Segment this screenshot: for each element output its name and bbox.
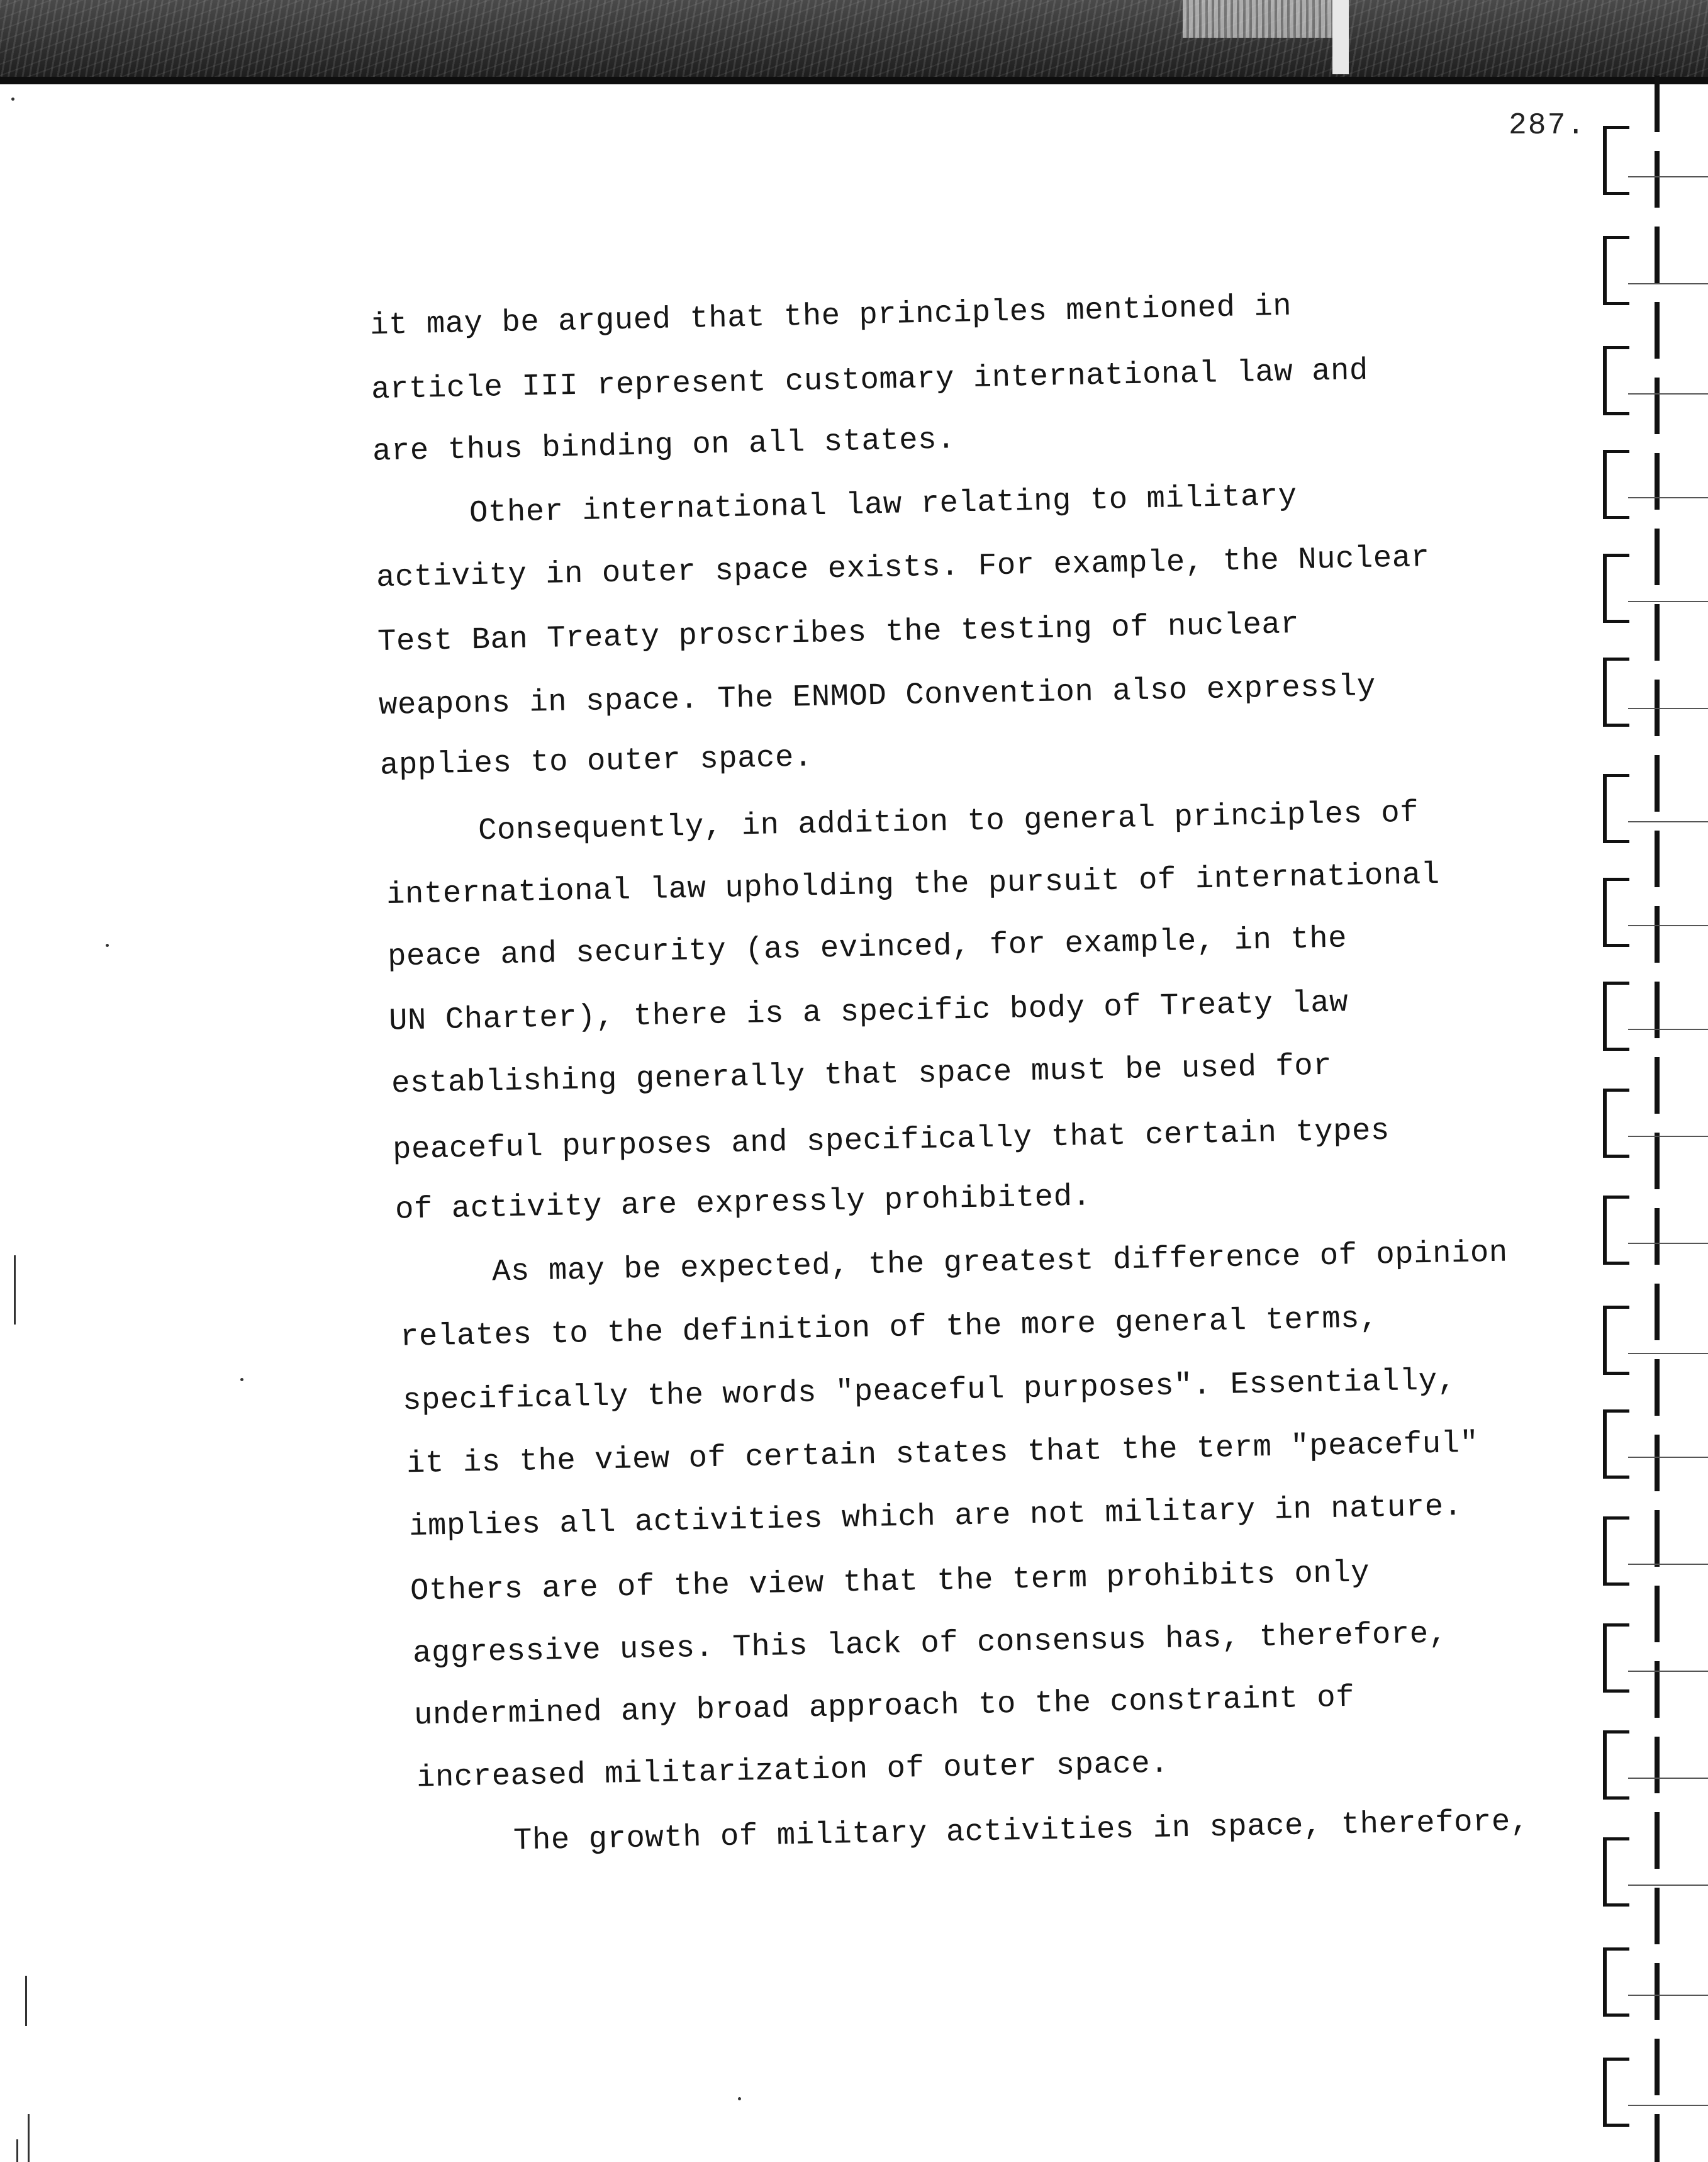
text-line: specifically the words "peaceful purposes". Essentially, <box>402 1362 1457 1419</box>
text-line: of activity are expressly prohibited. <box>394 1179 1091 1228</box>
page-top-edge <box>0 77 1708 84</box>
text-line: activity in outer space exists. For example, the Nuclear <box>376 539 1431 596</box>
binding-tick <box>1628 821 1708 822</box>
binding-tick <box>1628 1136 1708 1137</box>
scan-speck <box>106 944 109 947</box>
text-line: undermined any broad approach to the constraint of <box>413 1679 1355 1734</box>
binding-tick <box>1628 1671 1708 1672</box>
scan-margin-mark <box>25 1976 27 2026</box>
binding-notch <box>1603 126 1629 195</box>
page-number: 287. <box>1509 109 1587 143</box>
binding-notch <box>1603 1516 1629 1586</box>
scanned-top-strip <box>0 0 1708 81</box>
text-line: aggressive uses. This lack of consensus has, therefore, <box>412 1616 1448 1671</box>
text-line: peaceful purposes and specifically that certain types <box>392 1112 1390 1168</box>
scan-margin-mark <box>28 2114 30 2162</box>
binding-notch <box>1603 1837 1629 1907</box>
text-line: weapons in space. The ENMOD Convention also expressly <box>378 668 1376 724</box>
binding-notch <box>1603 2058 1629 2127</box>
binding-tick <box>1628 601 1708 602</box>
binding-notch <box>1603 1409 1629 1479</box>
text-line: peace and security (as evinced, for example, in the <box>387 921 1348 975</box>
binding-notch <box>1603 878 1629 947</box>
binding-notch <box>1603 1089 1629 1158</box>
text-line: increased militarization of outer space. <box>416 1745 1169 1796</box>
binding-notch <box>1603 450 1629 519</box>
binding-tick <box>1628 393 1708 395</box>
binding-notch <box>1603 1730 1629 1800</box>
binding-notch <box>1603 236 1629 305</box>
binding-tick <box>1628 1029 1708 1030</box>
text-line: implies all activities which are not military in nature. <box>408 1488 1463 1545</box>
scan-margin-mark <box>16 2139 18 2162</box>
text-line: As may be expected, the greatest difference of opinion <box>491 1235 1509 1290</box>
binding-tick <box>1628 497 1708 498</box>
text-line: The growth of military activities in space, therefore, <box>513 1803 1530 1859</box>
spiral-binding <box>1592 76 1708 2162</box>
binding-notch <box>1603 554 1629 623</box>
text-line: it is the view of certain states that the term "peaceful" <box>406 1425 1479 1482</box>
binding-notch <box>1603 982 1629 1051</box>
text-line: article III represent customary international law and <box>371 352 1369 408</box>
text-line: Other international law relating to military <box>469 478 1298 531</box>
binding-notch <box>1603 346 1629 415</box>
binding-tick <box>1628 1995 1708 1996</box>
binding-tick <box>1628 1885 1708 1886</box>
binding-tick <box>1628 1243 1708 1244</box>
binding-notch <box>1603 1947 1629 2017</box>
text-line: establishing generally that space must be used for <box>391 1048 1332 1102</box>
binding-notch <box>1603 658 1629 727</box>
binding-tick <box>1628 2105 1708 2106</box>
scan-speck <box>738 2097 741 2100</box>
text-line: it may be argued that the principles mentioned in <box>369 288 1292 344</box>
text-line: Test Ban Treaty proscribes the testing of nuclear <box>377 606 1300 660</box>
scanned-top-strip-highlight <box>1183 0 1334 38</box>
binding-tick <box>1628 1564 1708 1565</box>
text-line: Others are of the view that the term prohibits only <box>410 1555 1370 1609</box>
text-line: applies to outer space. <box>379 739 813 783</box>
text-line: international law upholding the pursuit of international <box>386 856 1441 913</box>
binding-notch <box>1603 1196 1629 1265</box>
binding-notch <box>1603 1623 1629 1693</box>
binding-tick <box>1628 283 1708 284</box>
binding-tick <box>1628 1353 1708 1354</box>
binding-tick <box>1628 708 1708 709</box>
text-line: relates to the definition of the more general terms, <box>399 1301 1379 1355</box>
binding-spine <box>1655 76 1660 2162</box>
binding-tick <box>1628 925 1708 926</box>
scan-margin-mark <box>14 1255 16 1325</box>
scanned-top-strip-bar <box>1332 0 1349 74</box>
scan-speck <box>11 98 14 101</box>
binding-tick <box>1628 1778 1708 1779</box>
binding-notch <box>1603 774 1629 843</box>
text-line: are thus binding on all states. <box>372 422 956 469</box>
binding-notch <box>1603 1306 1629 1375</box>
text-line: UN Charter), there is a specific body of Treaty law <box>388 985 1349 1039</box>
text-line: Consequently, in addition to general principles of <box>477 795 1419 849</box>
scan-speck <box>240 1378 243 1381</box>
binding-tick <box>1628 1457 1708 1458</box>
binding-tick <box>1628 176 1708 177</box>
